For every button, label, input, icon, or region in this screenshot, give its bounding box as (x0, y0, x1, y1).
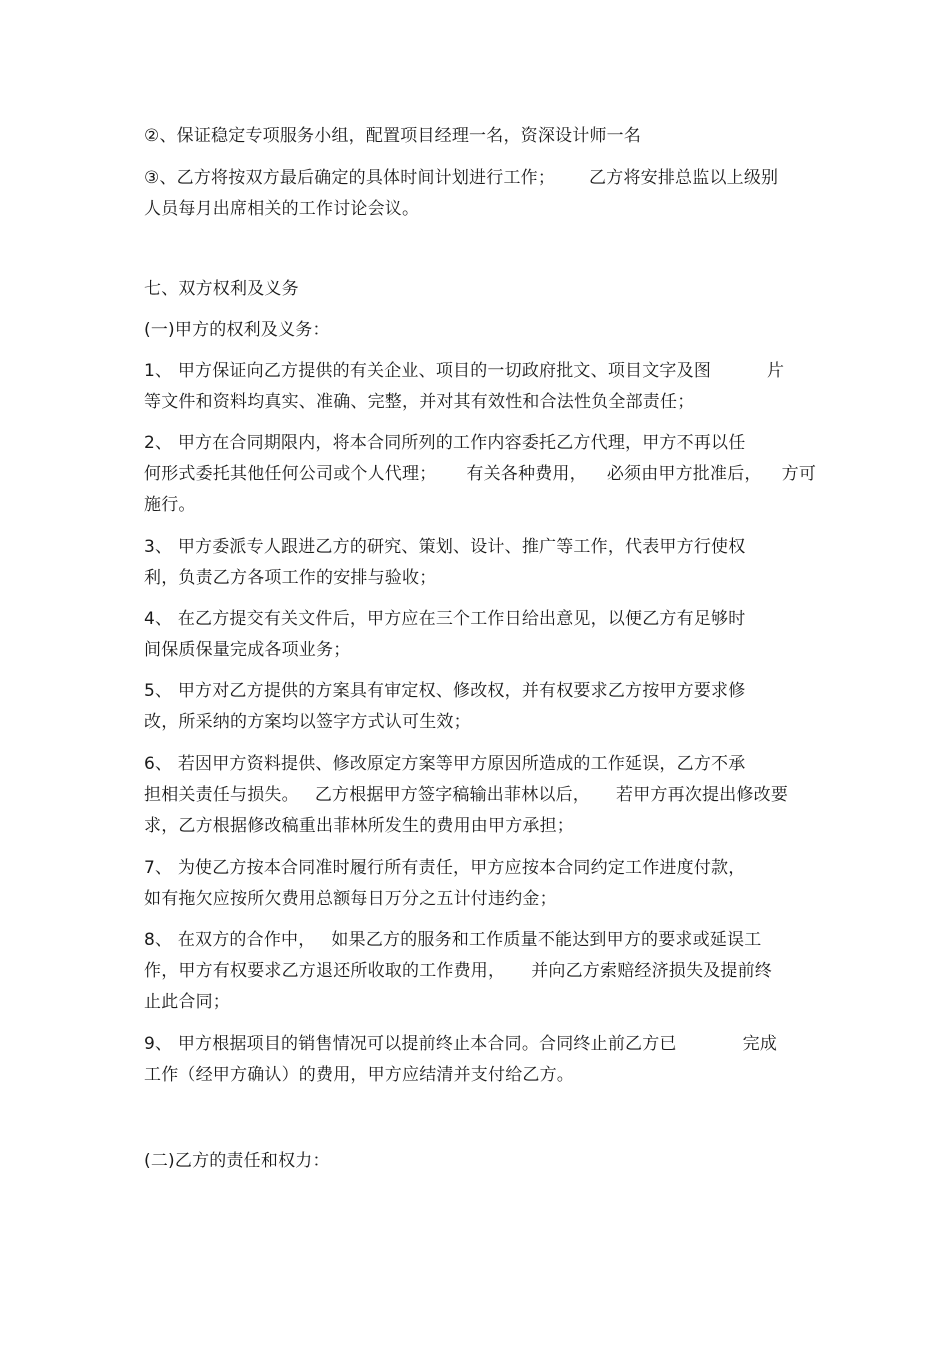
list-item-2-line-2 (144, 464, 816, 484)
text-segment: 9、 甲方根据项目的销售情况可以提前终止本合同。合同终止前乙方已 (144, 1034, 677, 1054)
text-segment: 何形式委托其他任何公司或个人代理； (144, 464, 437, 484)
text-line: 施行。 (144, 495, 196, 515)
text-line: 求，乙方根据修改稿重出菲林所发生的费用由甲方承担； (144, 816, 574, 836)
list-item-1-line-2 (144, 392, 694, 412)
list-item-2-line-1 (144, 433, 745, 453)
list-item-8-line-1 (144, 930, 761, 950)
subsection-2-heading: (二)乙方的责任和权力： (144, 1151, 330, 1171)
text-line: 2、 甲方在合同期限内，将本合同所列的工作内容委托乙方代理，甲方不再以任 (144, 433, 746, 453)
list-item-8-line-2 (144, 961, 772, 981)
text-segment: 并向乙方索赔经济损失及提前终 (531, 961, 773, 981)
text-segment: 担相关责任与损失。 (144, 785, 299, 805)
list-item-9-line-2 (144, 1065, 574, 1085)
list-item-8-line-3 (144, 992, 230, 1012)
list-item-9-line-1 (144, 1034, 777, 1054)
text-line: 利，负责乙方各项工作的安排与验收； (144, 568, 437, 588)
text-line: 4、 在乙方提交有关文件后，甲方应在三个工作日给出意见，以便乙方有足够时 (144, 609, 746, 629)
text-segment: 有关各种费用， (466, 464, 587, 484)
list-item-5-line-1 (144, 681, 745, 701)
text-line: 人员每月出席相关的工作讨论会议。 (144, 199, 420, 219)
text-segment: 乙方根据甲方签字稿输出菲林以后， (314, 785, 591, 805)
paragraph-item-3-line-1 (144, 168, 778, 188)
text-segment: 如果乙方的服务和工作质量不能达到甲方的要求或延误工 (331, 930, 762, 950)
text-segment: 完成 (742, 1034, 778, 1054)
list-item-2-line-3 (144, 495, 196, 515)
list-item-3-line-2 (144, 568, 436, 588)
text-line: 改，所采纳的方案均以签字方式认可生效； (144, 712, 471, 732)
text-line: 5、 甲方对乙方提供的方案具有审定权、修改权，并有权要求乙方按甲方要求修 (144, 681, 746, 701)
list-item-6-line-1 (144, 754, 745, 774)
text-segment: 必须由甲方批准后， (606, 464, 762, 484)
text-segment: 8、 在双方的合作中， (144, 930, 316, 950)
subsection-title (144, 1151, 330, 1171)
list-item-1-line-1 (144, 361, 784, 381)
list-item-5-line-2 (144, 712, 471, 732)
text-line: 工作（经甲方确认）的费用，甲方应结清并支付给乙方。 (144, 1065, 574, 1085)
paragraph-item-2 (144, 126, 641, 146)
section-7-heading: 七、双方权利及义务 (144, 279, 299, 299)
text-segment: 1、 甲方保证向乙方提供的有关企业、项目的一切政府批文、项目文字及图 (144, 361, 712, 381)
list-item-7-line-2 (144, 889, 557, 909)
text-segment: 片 (767, 361, 785, 381)
list-item-7-line-1 (144, 858, 745, 878)
text-line: 7、 为使乙方按本合同准时履行所有责任，甲方应按本合同约定工作进度付款， (144, 858, 746, 878)
paragraph-item-3-line-2 (144, 199, 419, 219)
text-line: ②、保证稳定专项服务小组，配置项目经理一名，资深设计师一名 (144, 126, 642, 146)
text-line: 6、 若因甲方资料提供、修改原定方案等甲方原因所造成的工作延误，乙方不承 (144, 754, 746, 774)
text-segment: 方可 (781, 464, 817, 484)
list-item-6-line-2 (144, 785, 788, 805)
text-line: 等文件和资料均真实、准确、完整，并对其有效性和合法性负全部责任； (144, 392, 695, 412)
text-line: 止此合同； (144, 992, 230, 1012)
text-segment: 乙方将安排总监以上级别 (589, 168, 779, 188)
section-title (144, 279, 299, 299)
list-item-4-line-1 (144, 609, 745, 629)
list-item-4-line-2 (144, 640, 350, 660)
text-line: 如有拖欠应按所欠费用总额每日万分之五计付违约金； (144, 889, 557, 909)
text-line: 3、 甲方委派专人跟进乙方的研究、策划、设计、推广等工作，代表甲方行使权 (144, 537, 746, 557)
subsection-title (144, 320, 330, 340)
list-item-6-line-3 (144, 816, 574, 836)
text-segment: 作，甲方有权要求乙方退还所收取的工作费用， (144, 961, 506, 981)
list-item-3-line-1 (144, 537, 745, 557)
text-line: 间保质保量完成各项业务； (144, 640, 351, 660)
text-segment: 若甲方再次提出修改要 (616, 785, 789, 805)
text-segment: ③、乙方将按双方最后确定的具体时间计划进行工作； (144, 168, 556, 188)
subsection-1-heading: (一)甲方的权利及义务： (144, 320, 330, 340)
